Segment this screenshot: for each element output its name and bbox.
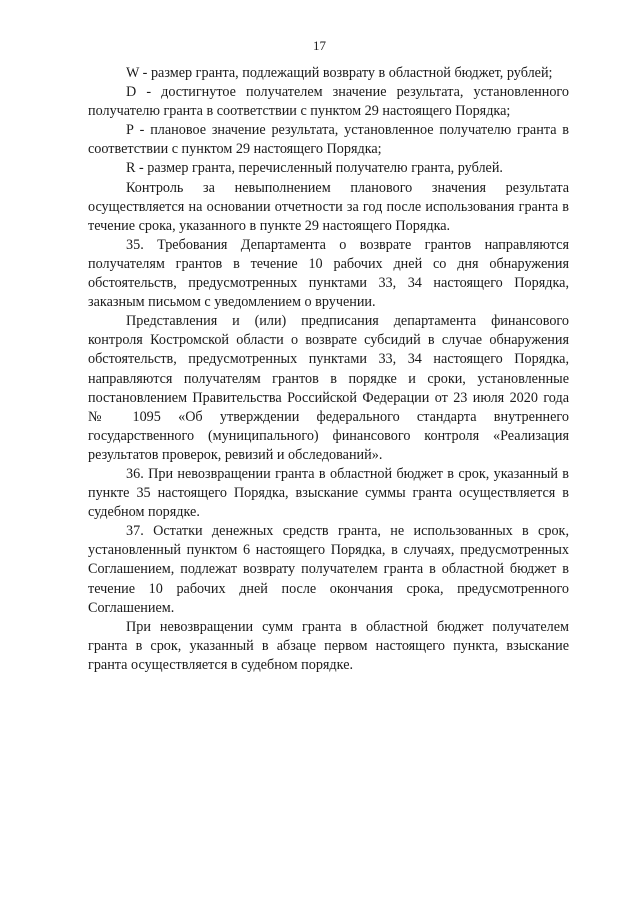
formula-definition-w: W - размер гранта, подлежащий возврату в областной бюджет, рублей; [126,65,553,81]
formula-definition-d: D - достигнутое получателем значение результата, установленного получателю гранта в соответствии с пунктом 29 настоящего Порядка; [88,84,569,120]
formula-definition-p: Р - плановое значение результата, установленное получателю гранта в соответствии с пунктом 29 настоящего Порядка; [88,122,569,158]
formula-definition-r: R - размер гранта, перечисленный получателю гранта, рублей. [126,160,503,177]
paragraph-non-return: При невозвращении сумм гранта в областной бюджет получателем гранта в срок, указанный в абзаце первом настоящего пункта, взыскание гранта осуществляется в судебном порядке. [88,618,569,673]
paragraph-36: 36. При невозвращении гранта в областной бюджет в срок, указанный в пункте 35 настоящего Порядка, взыскание суммы гранта осуществляется в судебном порядке. [88,465,569,521]
page-number: 17 [313,38,326,53]
paragraph-representations: Представления и (или) предписания департамента финансового контроля Костромской области о возврате субсидий в случае обнаружения обстоятельств, предусмотренных пунктами 33, 34 настоящего Порядка, направляются получателям грантов в порядке и сроки, установленные постановлением Правительства Российской Федерации от 23 июля 2020 года № 1095 «Об утверждении федерального стандарта внутреннего государственного (муниципального) финансового контроля «Реализация результатов проверок, ревизий и обследований». [88,313,569,463]
paragraph-control: Контроль за невыполнением планового значения результата осуществляется на основании отчетности за год после использования гранта в течение срока, указанного в пункте 29 настоящего Порядка. [88,179,569,234]
document-body [88,64,569,675]
paragraph-35: 35. Требования Департамента о возврате грантов направляются получателям грантов в течение 10 рабочих дней со дня обнаружения обстоятельств, предусмотренных пунктами 33, 34 настоящего Порядка, заказным письмом с уведомлением о вручении. [88,236,569,311]
paragraph-37: 37. Остатки денежных средств гранта, не использованных в срок, установленный пунктом 6 настоящего Порядка, в случаях, предусмотренных Соглашением, подлежат возврату получателем гранта в областной бюджет в течение 10 рабочих дней после окончания срока, предусмотренного Соглашением. [88,523,569,616]
